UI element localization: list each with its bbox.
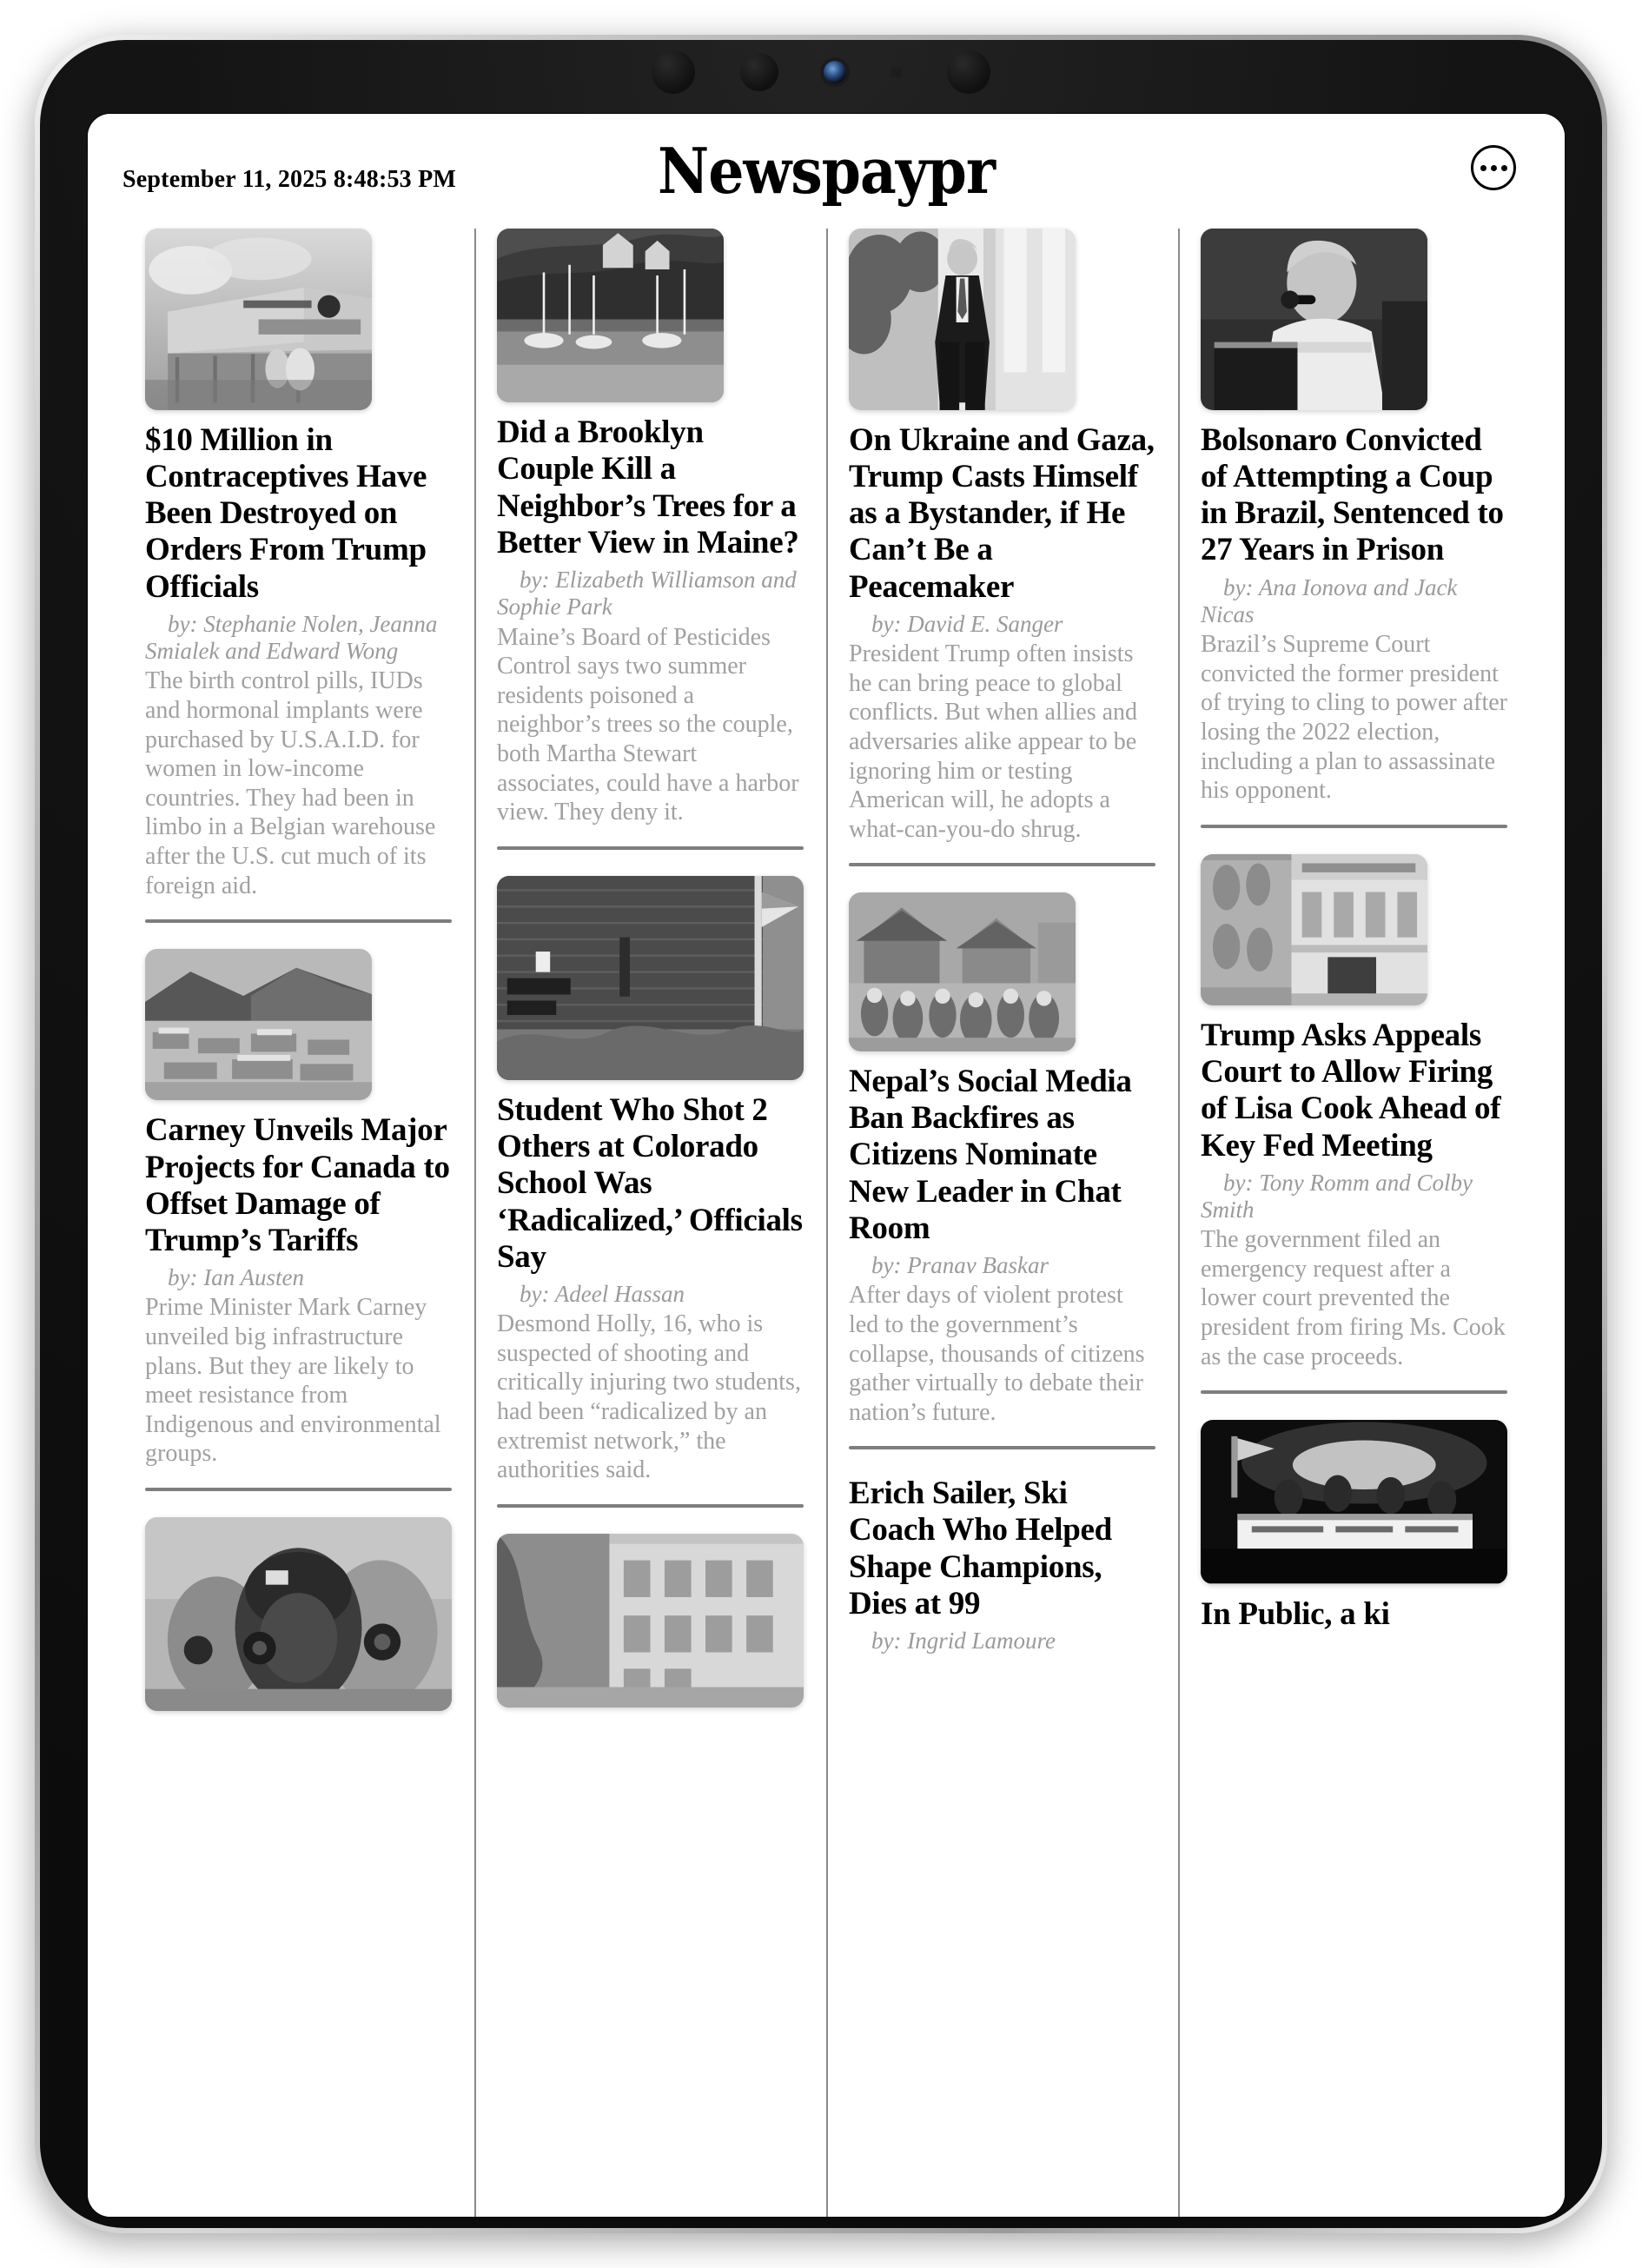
city-street-building-photo	[497, 1534, 804, 1708]
article-headline: Did a Brooklyn Couple Kill a Neighbor’s Trees for a Better View in Maine?	[497, 414, 799, 560]
article-card[interactable]	[497, 846, 804, 1489]
article-headline: Bolsonaro Convicted of Attempting a Coup in Brazil, Sentenced to 27 Years in Prison	[1201, 421, 1504, 568]
article-summary: President Trump often insists he can bring peace to global conflicts. But when allies and adversaries alike appear to be ignoring him or testing American will, he adopts a what-can-you-do shrug.	[849, 640, 1138, 843]
article-headline: Trump Asks Appeals Court to Allow Firing of Lisa Cook Ahead of Key Fed Meeting	[1201, 1017, 1501, 1164]
article-headline: Nepal’s Social Media Ban Backfires as Citizens Nominate New Leader in Chat Room	[849, 1064, 1132, 1246]
article-summary: Maine’s Board of Pesticides Control says two summer residents poisoned a neighbor’s trees so the couple, both Martha Stewart associates, could have a harbor view. They deny it.	[497, 623, 799, 826]
tablet-screen	[88, 114, 1565, 2217]
construction-site-photo	[145, 949, 372, 1100]
article-card[interactable]	[849, 1446, 1155, 1660]
dot	[1491, 165, 1497, 171]
column-4	[1178, 229, 1530, 2217]
article-summary: The birth control pills, IUDs and hormonal implants were purchased by U.S.A.I.D. for women in low-income countries. They had been in limbo in a Belgian warehouse after the U.S. cut much of its foreign aid.	[145, 667, 436, 899]
column-2	[474, 229, 826, 2217]
article-byline: by: Elizabeth Williamson and Sophie Park	[497, 566, 797, 620]
article-byline: by: Tony Romm and Colby Smith	[1201, 1169, 1473, 1223]
warehouse-exterior-photo	[145, 229, 372, 410]
article-columns	[122, 222, 1530, 2217]
bolsonaro-speaking-photo	[1201, 229, 1427, 410]
article-card[interactable]	[145, 229, 452, 904]
article-summary: After days of violent protest led to the government’s collapse, thousands of citizens gather virtually to debate their nation’s future.	[849, 1282, 1145, 1426]
front-camera-array	[630, 49, 1012, 96]
harbor-houses-photo	[497, 229, 724, 402]
front-camera-lens-icon	[824, 61, 846, 83]
article-byline: by: Pranav Baskar	[871, 1252, 1049, 1278]
article-headline: Student Who Shot 2 Others at Colorado School Was ‘Radicalized,’ Officials Say	[497, 1092, 803, 1275]
column-3	[826, 229, 1178, 2217]
article-card[interactable]	[1201, 229, 1507, 809]
article-byline: by: David E. Sanger	[871, 610, 1063, 637]
column-1	[122, 229, 474, 2217]
article-summary: Brazil’s Supreme Court convicted the former president of trying to cling to power after losing the 2022 election, including a plan to assassinate his opponent.	[1201, 631, 1508, 805]
ambient-sensor-icon	[891, 67, 902, 77]
article-headline: Erich Sailer, Ski Coach Who Helped Shape Champions, Dies at 99	[849, 1476, 1112, 1621]
article-card[interactable]	[497, 229, 804, 831]
article-headline: Carney Unveils Major Projects for Canada to Offset Damage of Trump’s Tariffs	[145, 1112, 450, 1258]
dot	[1501, 165, 1507, 171]
school-fence-flag-photo	[497, 876, 804, 1080]
device-bezel	[40, 40, 1602, 2228]
article-card[interactable]	[145, 919, 452, 1472]
trump-walking-white-house-photo	[849, 229, 1076, 410]
article-headline: In Public, a ki	[1201, 1595, 1390, 1632]
masthead	[122, 134, 1530, 222]
article-byline: by: Stephanie Nolen, Jeanna Smialek and Edward Wong	[145, 610, 438, 665]
article-summary: The government filed an emergency request after a lower court prevented the president from firing Ms. Cook as the case proceeds.	[1201, 1226, 1506, 1370]
article-headline: $10 Million in Contraceptives Have Been Destroyed on Orders From Trump Officials	[145, 421, 427, 605]
dot	[1480, 165, 1486, 171]
article-card[interactable]	[1201, 1390, 1507, 1641]
article-headline: On Ukraine and Gaza, Trump Casts Himself as a Bystander, if He Can’t Be a Peacemaker	[849, 421, 1155, 605]
article-card[interactable]	[849, 229, 1155, 847]
nepal-street-scene-photo	[849, 892, 1076, 1051]
article-summary: Prime Minister Mark Carney unveiled big infrastructure plans. But they are likely to meet resistance from Indigenous and environmental groups.	[145, 1294, 441, 1468]
article-byline: by: Ana Ionova and Jack Nicas	[1201, 574, 1458, 627]
article-byline: by: Adeel Hassan	[520, 1280, 685, 1307]
article-card[interactable]	[849, 863, 1155, 1430]
article-byline: by: Ingrid Lamoure	[871, 1627, 1056, 1654]
article-summary: Desmond Holly, 16, who is suspected of shooting and critically injuring two students, had been “radicalized by an extremist network,” the authorities said.	[497, 1310, 801, 1484]
masthead-title: Newspaypr	[658, 134, 995, 208]
camera-sensor-icon	[947, 50, 990, 94]
tablet-device-frame	[35, 35, 1607, 2233]
newspaper-page	[88, 114, 1565, 2217]
article-card[interactable]	[145, 1488, 452, 1728]
soldiers-gas-masks-photo	[145, 1517, 452, 1712]
masthead-date: September 11, 2025 8:48:53 PM	[122, 166, 457, 193]
courthouse-facade-photo	[1201, 854, 1427, 1005]
camera-sensor-icon	[740, 53, 778, 91]
article-byline: by: Ian Austen	[168, 1264, 304, 1291]
more-options-icon[interactable]	[1471, 145, 1516, 190]
article-card[interactable]	[1201, 825, 1507, 1375]
camera-sensor-icon	[652, 50, 695, 94]
memorial-night-photo	[1201, 1420, 1507, 1583]
article-card[interactable]	[497, 1504, 804, 1723]
